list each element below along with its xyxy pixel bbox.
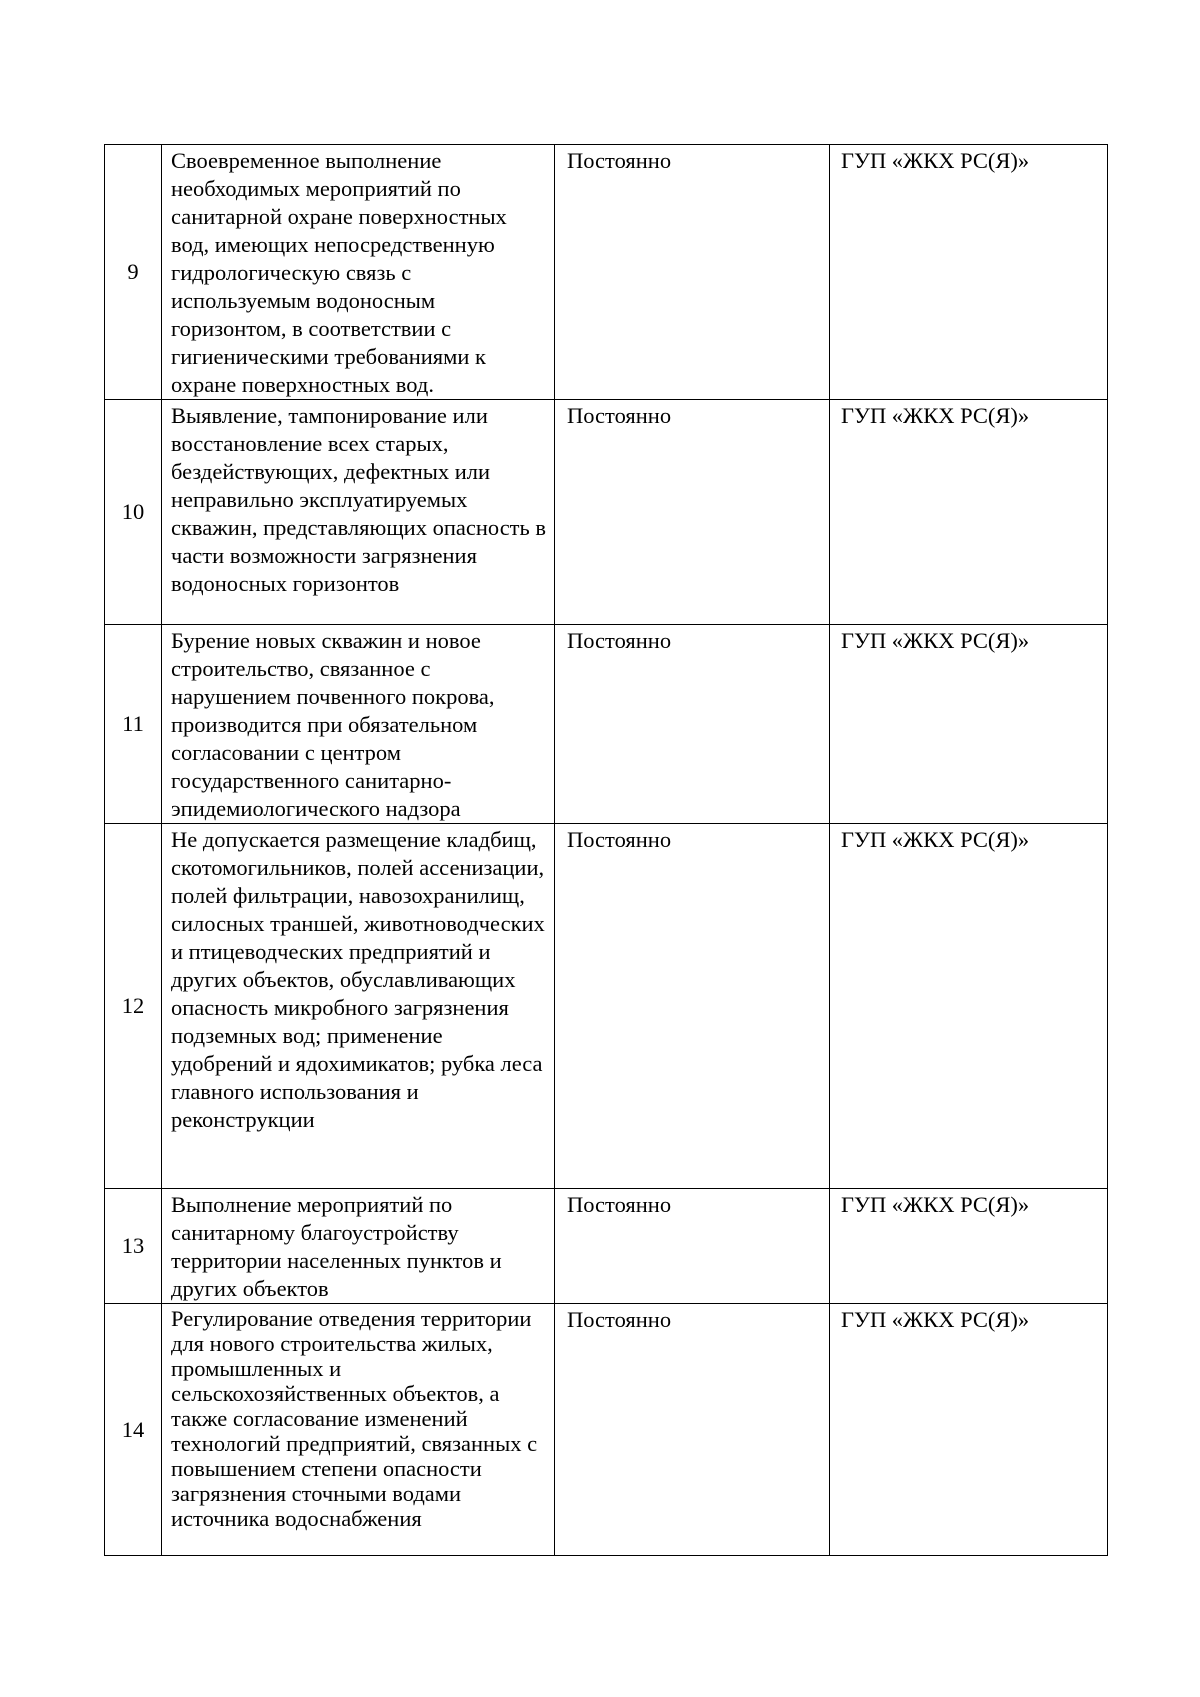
measure-responsible: ГУП «ЖКХ РС(Я)»: [830, 145, 1108, 400]
measure-term: Постоянно: [555, 145, 830, 400]
measure-description: Не допускается размещение кладбищ, скотомогильников, полей ассенизации, полей фильтрации, навозохранилищ, силосных траншей, животноводческих и птицеводческих предприятий и других объектов, обуславливающих опасность микробного загрязнения подземных вод; применение удобрений и ядохимикатов; рубка леса главного использования и реконструкции: [162, 824, 555, 1189]
measure-description: Выявление, тампонирование или восстановление всех старых, бездействующих, дефектных или неправильно эксплуатируемых скважин, представляющих опасность в части возможности загрязнения водоносных горизонтов: [162, 400, 555, 625]
measure-responsible: ГУП «ЖКХ РС(Я)»: [830, 1304, 1108, 1556]
table-row: [105, 1189, 1108, 1304]
measure-description: Выполнение мероприятий по санитарному благоустройству территории населенных пунктов и других объектов: [162, 1189, 555, 1304]
measures-table: [104, 144, 1108, 1556]
measure-term: Постоянно: [555, 625, 830, 824]
measure-term: Постоянно: [555, 1304, 830, 1556]
row-number: 9: [105, 145, 162, 400]
table-row: [105, 1304, 1108, 1556]
measure-responsible: ГУП «ЖКХ РС(Я)»: [830, 400, 1108, 625]
measure-description: Бурение новых скважин и новое строительство, связанное с нарушением почвенного покрова, производится при обязательном согласовании с центром государственного санитарно-эпидемиологического надзора: [162, 625, 555, 824]
table-row: [105, 145, 1108, 400]
measure-term: Постоянно: [555, 1189, 830, 1304]
table-row: [105, 400, 1108, 625]
measure-description: Регулирование отведения территории для нового строительства жилых, промышленных и сельскохозяйственных объектов, а также согласование изменений технологий предприятий, связанных с повышением степени опасности загрязнения сточными водами источника водоснабжения: [162, 1304, 555, 1556]
measure-term: Постоянно: [555, 400, 830, 625]
row-number: 12: [105, 824, 162, 1189]
measure-term: Постоянно: [555, 824, 830, 1189]
row-number: 14: [105, 1304, 162, 1556]
row-number: 13: [105, 1189, 162, 1304]
table-row: [105, 824, 1108, 1189]
row-number: 11: [105, 625, 162, 824]
table-row: [105, 625, 1108, 824]
measure-responsible: ГУП «ЖКХ РС(Я)»: [830, 824, 1108, 1189]
measure-description: Своевременное выполнение необходимых мероприятий по санитарной охране поверхностных вод, имеющих непосредственную гидрологическую связь с используемым водоносным горизонтом, в соответствии с гигиеническими требованиями к охране поверхностных вод.: [162, 145, 555, 400]
row-number: 10: [105, 400, 162, 625]
measure-responsible: ГУП «ЖКХ РС(Я)»: [830, 1189, 1108, 1304]
measure-responsible: ГУП «ЖКХ РС(Я)»: [830, 625, 1108, 824]
